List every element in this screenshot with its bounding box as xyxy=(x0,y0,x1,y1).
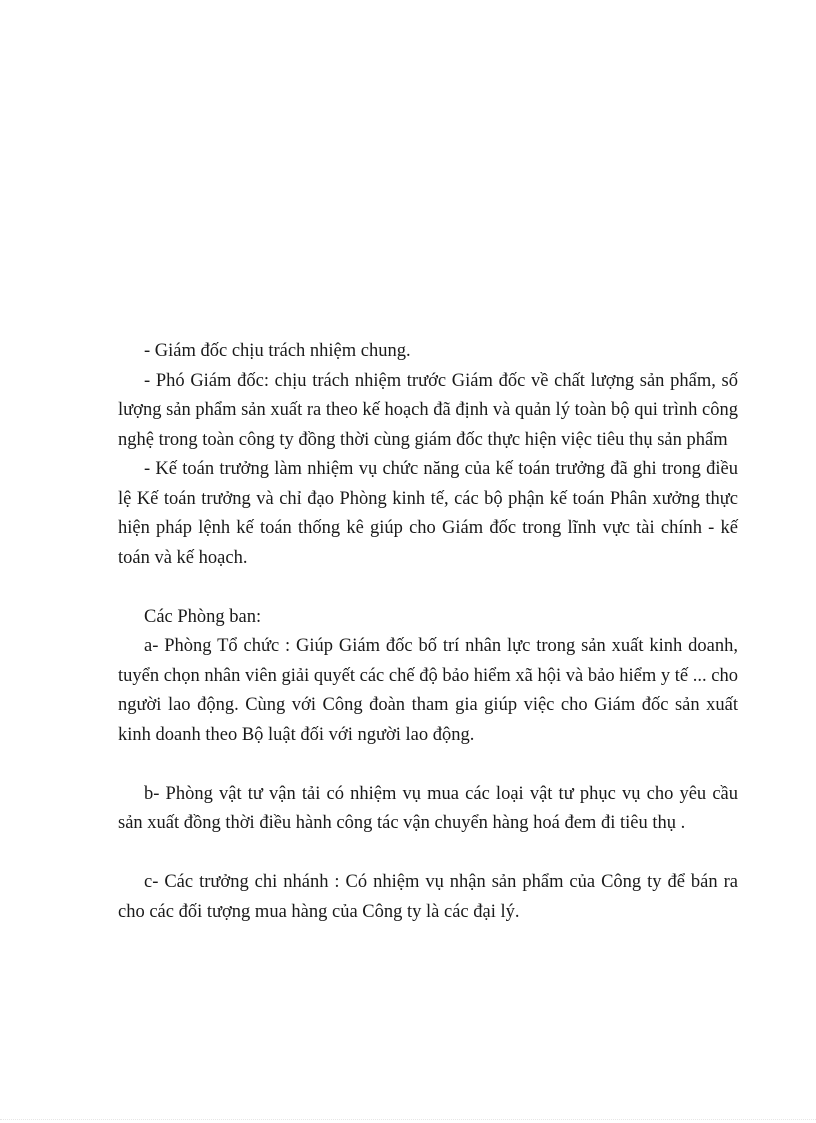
paragraph-chief-accountant: - Kế toán trưởng làm nhiệm vụ chức năng của kế toán trưởng đã ghi trong điều lệ Kế toán trưởng và chỉ đạo Phòng kinh tế, các bộ phận kế toán Phân xưởng thực hiện pháp lệnh kế toán thống kê giúp cho Giám đốc trong lĩnh vực tài chính - kế toán và kế hoạch. xyxy=(118,459,738,568)
page-bottom-divider xyxy=(0,1119,816,1120)
section-heading-departments: Các Phòng ban: xyxy=(144,606,262,627)
paragraph-branch-heads: c- Các trưởng chi nhánh : Có nhiệm vụ nhận sản phẩm của Công ty để bán ra cho các đối tượng mua hàng của Công ty là các đại lý. xyxy=(118,872,738,922)
paragraph-spacer xyxy=(118,839,738,869)
paragraph-supplies-transport-dept: b- Phòng vật tư vận tải có nhiệm vụ mua các loại vật tư phục vụ cho yêu cầu sản xuất đồng thời điều hành công tác vận chuyển hàng hoá đem đi tiêu thụ . xyxy=(118,783,738,833)
paragraph-deputy-director: - Phó Giám đốc: chịu trách nhiệm trước Giám đốc về chất lượng sản phẩm, số lượng sản phẩm sản xuất ra theo kế hoạch đã định và quản lý toàn bộ qui trình công nghệ trong toàn công ty đồng thời cùng giám đốc thực hiện việc tiêu thụ sản phẩm xyxy=(118,370,738,450)
paragraph-spacer xyxy=(118,750,738,780)
paragraph-spacer xyxy=(118,573,738,603)
document-body xyxy=(118,337,738,927)
paragraph-organization-dept: a- Phòng Tổ chức : Giúp Giám đốc bố trí nhân lực trong sản xuất kinh doanh, tuyển chọn nhân viên giải quyết các chế độ bảo hiểm xã hội và bảo hiểm y tế ... cho người lao động. Cùng với Công đoàn tham gia giúp việc cho Giám đốc sản xuất kinh doanh theo Bộ luật đối với người lao động. xyxy=(118,636,738,745)
paragraph-director: - Giám đốc chịu trách nhiệm chung. xyxy=(144,341,411,361)
